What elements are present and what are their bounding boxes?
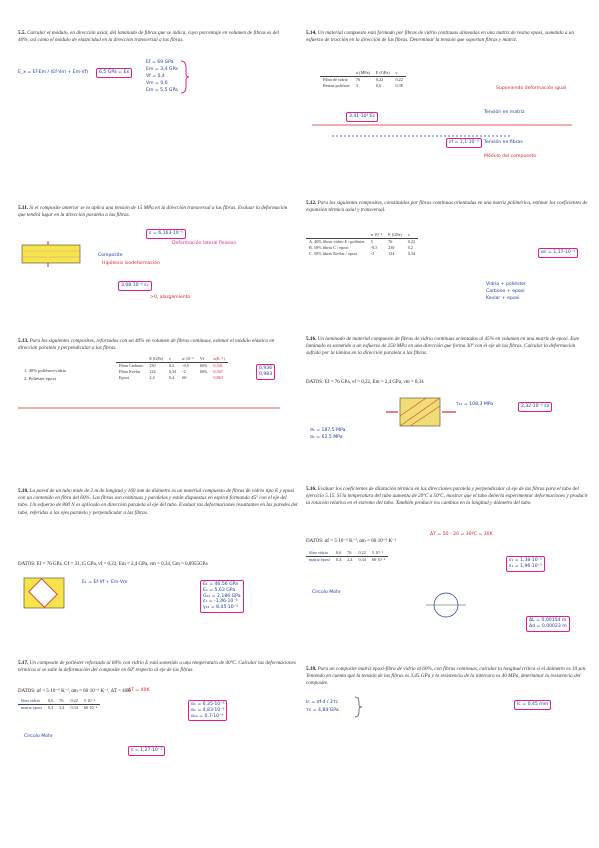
exercise-5-5 — [18, 30, 288, 110]
arrow-icon — [18, 404, 288, 414]
exercise-5-16b — [306, 486, 590, 646]
table-row: Resina poliéster 3 0,6 0,38 — [323, 83, 403, 88]
table-row: fibra vidrio 0,6 76 0,22 5·10⁻⁶ — [18, 698, 100, 705]
result-box: lc = 0,45 mm — [514, 700, 551, 710]
note-3: Tensión en fibras — [484, 140, 523, 145]
value-3: Vf = 0,4 — [146, 74, 165, 79]
exercise-statement: 5.17. Un composite de poliéster reforzado al 60% con vidrio E está sometido a una temperatura de 40ºC. Calcular las deformaciones térmicas si se sabe la deformación del composite en 60º respecto al eje de las fibras. — [18, 660, 296, 674]
exercise-5-18a — [18, 488, 298, 628]
final-box: ε = 1,27·10⁻³ — [128, 746, 165, 756]
exercise-statement: 5.5. Calcular el módulo, en dirección axial, del laminado de fibras que se indica, cuyo porcentaje en volumen de fibras es del 40%, así como el módulo de elasticidad en la dirección transversal a las fibras. — [18, 30, 279, 44]
value-2: Em = 3,4 GPa — [146, 67, 178, 72]
table-row: Epoxi 2,4 0,4 60 0,863 — [119, 375, 223, 380]
table-row: fibra vidrio 0,6 76 0,22 5·10⁻⁶ — [306, 550, 388, 557]
tube-diagram-icon — [18, 574, 78, 614]
exercise-5-17 — [18, 660, 298, 770]
table-row: B. 50% fibras C / epoxi -0,5 230 0,2 — [309, 245, 414, 250]
result-box: 2,32·10⁻² εx — [518, 402, 552, 412]
value-4: Vm = 0,6 — [146, 81, 168, 86]
brace-icon — [180, 60, 190, 94]
results-box: ε₁ = 1,38·10⁻⁵ ε₂ = 1,96·10⁻³ — [506, 556, 545, 572]
exercise-statement: 5.13. Para los siguientes composites, reforzados con un 40% en volumen de fibras continuas, estimar el módulo elástico en dirección paralela y perpendicular a las fibras. — [18, 338, 275, 352]
side-3: Kevlar + epoxi — [486, 296, 520, 301]
label-composite: Composite — [98, 253, 123, 258]
result-2: σ₂ = 62,5 MPa — [310, 435, 343, 440]
side-2: Carbono + epoxi — [486, 289, 525, 294]
side-1: Vidrio + poliéster — [486, 282, 526, 287]
label-poisson: Deformación lateral Poisson — [172, 241, 237, 246]
table-row: matriz epoxi 0,4 2,4 0,34 60·10⁻⁶ — [21, 705, 98, 710]
result-1: σ₁ = 187,5 MPa — [310, 428, 346, 433]
delta-t: ΔT = 50 - 20 = 30ºC = 30K — [430, 532, 493, 537]
exercise-statement: 5.16. Evaluar los coeficientes de dilatación térmica en las direcciones paralela y perpendicular al eje de las fibras para el tubo del ejercicio 5.15. Si la temperatura del tubo aumenta de 20ºC a 50ºC, mostrar que el tubo debería experimentar deformaciones y producir la rotación relativa en el extremo del tubo. También producir los cambios en la longitud y diámetro del tubo. — [306, 486, 588, 507]
mohr-label: Círculo Mohr — [312, 590, 341, 595]
data-line: DATOS: αf = 5·10⁻⁶ K⁻¹, αm = 60·10⁻⁶ K⁻¹ — [306, 539, 397, 544]
exercise-statement: 5.16. Un laminado de material compuesto de fibras de vidrio continuas orientadas al 45% en volumen en una matriz de epoxi. Este laminado es sometido a un esfuerzo de 250 MPa en una dirección que forma 30º con el eje de las fibras. Calcular la deformación sufrida por la lámina en la dirección paralela a las fibras. — [306, 336, 580, 357]
eq-2: τc = 4,84 GPa — [306, 708, 339, 713]
note-1: Suponiendo deformación igual — [496, 86, 567, 91]
exercise-statement: 5.18. Para un composite matriz epoxi-fibra de vidrio al 60%, con fibras continuas, calcular la longitud crítica si el diámetro es 10 µm. Teniendo en cuenta que la tensión de las fibras es 3,45 GPa y la resistencia de la intercara es 40 MPa, determinar la resistencia del composite. — [306, 666, 587, 687]
result-box-2: 3,08·10⁻⁶ ε₂ — [118, 281, 152, 291]
table-row: Fibra Kevlar 124 0,34 -2 60% 0,367 — [119, 369, 223, 374]
table-row: C. 50% fibras Kevlar / epoxi -2 124 0,34 — [309, 251, 416, 256]
result-3: τ₁₂ = 108,3 MPa — [456, 402, 494, 407]
exercise-statement: 5.18. La pared de un tubo mide de 2 m de longitud y 160 mm de diámetro es un material compuesto de fibras de vidrio tipo E y epoxi con un contenido en fibra del 60%. Las fibras son continuas y paralelas y están dispuestas en espiral formando 45º con el eje del tubo. Un esfuerzo de 800 N es aplicado en dirección paralela al eje del tubo. Evaluar las deformaciones resultantes en las paredes del tubo, referidas a las ejes paralelo y perpendicular a las fibras. — [18, 488, 298, 516]
data-line: DATOS: Ef = 76 GPa, Gf = 31,15 GPa, νf = 0,22, Em = 2,4 GPa, νm = 0,34, Gm = 0,8955GPa — [18, 562, 208, 567]
exercise-statement: 5.12. Para los siguientes composites, constituidos por fibras continuas orientadas en una matriz polimérica, estimar los coeficientes de expansión térmica axial y transversal. — [306, 200, 588, 214]
materials-table — [306, 550, 388, 563]
note-4: Módulo del compuesto — [484, 154, 537, 159]
result-box: αc = 1,17·10⁻⁵ — [538, 248, 578, 258]
exercise-5-18b — [306, 666, 590, 736]
mohr-circle-icon — [426, 590, 466, 620]
materials-table — [18, 698, 100, 711]
note: >0, alargamiento — [150, 295, 191, 300]
brace-icon — [354, 696, 362, 718]
materials-table: σ (MPa) E (GPa) ν Fibra de vidrio 76 0,22 0,22 Resina poliéster 3 0,6 0,38 — [320, 70, 406, 89]
value-5: Em = 5,5 GPa — [146, 88, 178, 93]
table-row: Fibra Carbono 230 0,2 -0,5 60% 0,341 — [119, 363, 223, 368]
note-2: Tensión en matriz — [484, 110, 525, 115]
table-row: A. 40% fibras vidrio E / poliéster 5 76 0,22 — [309, 239, 416, 244]
exercise-statement: 5.11. Si el composite anterior se lo aplica una tensión de 15 MPa en la dirección transversal a las fibras. Evaluar la deformación que tendrá lugar en la dirección paralela a las fibras. — [18, 205, 288, 219]
eq-1: lc = σf·d / 2τc — [306, 700, 339, 705]
fibers-table: E (GPa) ν α·10⁻⁶ Vf α(K⁻¹) Fibra Carbono 230 0,2 -0,5 60% 0,341 Fibra Kevlar 124 0,34 -2 60% 0,367 Epoxi 2,4 0,4 60 0,863 — [116, 356, 228, 381]
exercise-5-16a — [306, 336, 590, 444]
results-box: α₁ = 6,35·10⁻⁶ α₂ = 4,83·10⁻⁵ α₁₂ = 0,7·10⁻⁶ — [188, 700, 227, 721]
eq-line: E₁ = Ef·Vf + Em·Vm — [82, 580, 128, 585]
results-box: E₁ = 46,56 GPa E₂ = 5,63 GPa G₁₂ = 2,186 GPa ε₁ = -1,46·10⁻⁵ γ₁₂ = 8,45·10⁻⁵ — [200, 580, 244, 613]
value-1: Ef = 69 GPa — [146, 60, 174, 65]
table-row: matriz epoxi 0,4 2,4 0,34 60·10⁻⁶ — [309, 557, 386, 562]
result-box: 0,936 0,983 — [256, 364, 275, 380]
result-box: ε = 6,163·10⁻⁵ — [146, 229, 186, 239]
formula: E_x = Ef·Em / (Ef·Vm + Em·Vf) — [18, 70, 89, 75]
item-1: 1. 40% poliéster/vidrio — [24, 368, 67, 373]
arrow-icon — [312, 120, 582, 140]
result-box: 6,5 GPa = Ex — [96, 68, 132, 78]
result-box: 3,41·10³ Ec — [346, 112, 378, 122]
laminate-diagram-icon — [386, 390, 456, 434]
exercise-5-12 — [306, 200, 590, 308]
exercise-5-11 — [18, 205, 288, 305]
exercise-statement: 5.14. Un material compuesto está formado por fibras de vidrio continuas alineadas en una matriz de resina epoxi, sometido a un esfuerzo de tracción en la dirección de las fibras. Determinar la tensión que soportan fibras y matriz. — [306, 30, 574, 44]
composite-diagram-icon — [18, 241, 88, 267]
mohr-label: Círculo Mohr — [24, 734, 53, 739]
results-box-2: ΔL = 0,00154 m Δd = 0,00023 m — [526, 616, 570, 632]
label-hypothesis: Hipótesis isodeformación — [102, 261, 160, 266]
composites-table: α·10⁻⁶ E (GPa) ν A. 40% fibras vidrio E / poliéster 5 76 0,22 B. 50% fibras C / epoxi -0,5 230 0,2 C. 50% fibras Kevlar / epoxi -2 124 0,34 — [306, 232, 418, 257]
delta-t: ΔT = 40K — [128, 688, 150, 693]
data-line: DATOS: αf = 5·10⁻⁶ K⁻¹, αm = 60·10⁻⁶ K⁻¹, ΔT = 40K — [18, 689, 131, 694]
result-box-2: εf = 1,1·10⁻³ — [446, 138, 482, 148]
data-line: DATOS: Ef = 76 GPa, νf = 0,22, Em = 2,4 GPa, νm = 0,34 — [306, 380, 424, 385]
exercise-5-14 — [306, 30, 590, 170]
exercise-5-13 — [18, 338, 288, 418]
item-2: 2. Poliéster epoxi — [24, 376, 57, 381]
table-row: Fibra de vidrio 76 0,22 0,22 — [323, 77, 403, 82]
